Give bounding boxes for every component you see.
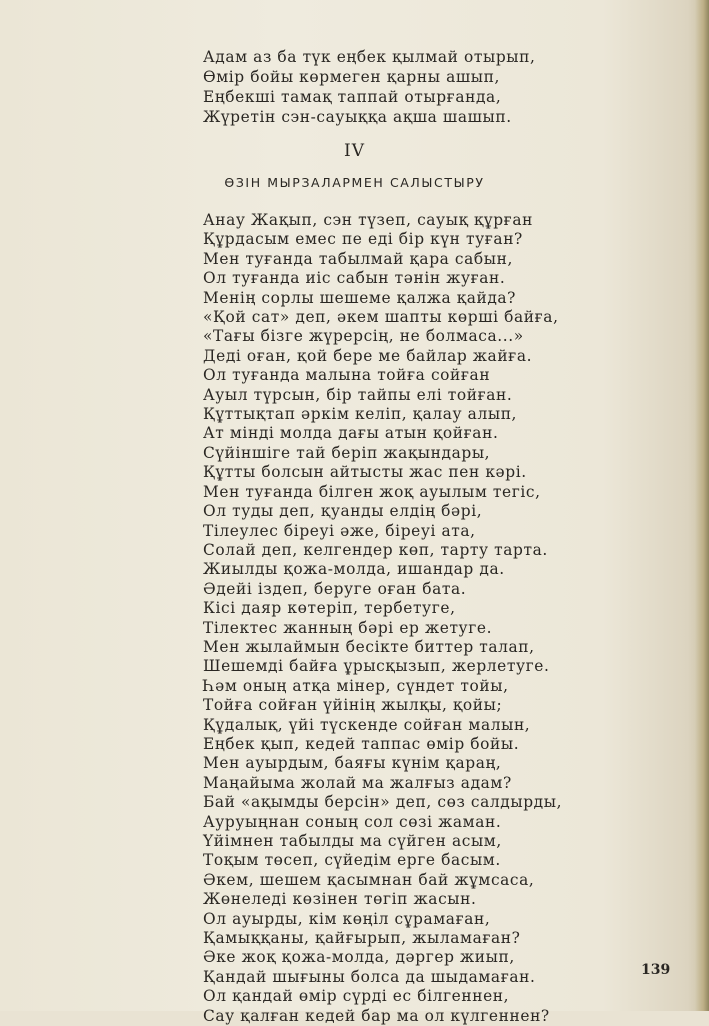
verse-line: Ат мінді молда дағы атын қойған. — [203, 424, 499, 443]
verse-line: Әдейі іздеп, беруге оған бата. — [203, 579, 467, 598]
verse-line: Кісі даяр көтеріп, тербетуге, — [203, 599, 456, 618]
previous-stanza — [203, 47, 643, 127]
verse-line: Мен жылаймын бесікте биттер талап, — [203, 637, 535, 656]
verse-line: Деді оған, қой бере ме байлар жайға. — [203, 346, 533, 365]
verse-line: Жүретін сэн-сауыққа ақша шашып. — [203, 108, 512, 126]
verse-line: Сүйіншіге тай беріп жақындары, — [203, 443, 491, 462]
verse-line: Әке жоқ қожа-молда, дәргер жиып, — [203, 948, 515, 967]
verse-line: Анау Жақып, сэн түзеп, сауық құрған — [203, 211, 533, 229]
verse-line: Ол қандай өмір сүрді ес білгеннен, — [203, 987, 510, 1006]
verse-line: «Қой сат» деп, әкем шапты көрші байға, — [203, 308, 559, 327]
verse-line: Ол туғанда иіс сабын тәнін жуған. — [203, 269, 506, 288]
verse-line: Адам аз ба түк еңбек қылмай отырып, — [203, 48, 536, 66]
poem-title: ӨЗІН МЫРЗАЛАРМЕН САЛЫСТЫРУ — [224, 175, 485, 190]
verse-line: Сау қалған кедей бар ма ол күлгеннен? — [203, 1006, 550, 1025]
verse-line: Тойға сойған үйінің жылқы, қойы; — [203, 696, 503, 715]
verse-line: Қандай шығыны болса да шыдамаған. — [203, 967, 536, 986]
verse-line: Солай деп, келгендер көп, тарту тарта. — [203, 540, 548, 559]
verse-line: Тоқым төсеп, сүйедім ерге басым. — [203, 851, 501, 870]
verse-line: Маңайыма жолай ма жалғыз адам? — [203, 773, 512, 792]
verse-line: Ол туғанда малына тойға сойған — [203, 366, 491, 385]
verse-line: Құтты болсын айтысты жас пен кәрі. — [203, 463, 527, 482]
verse-line: Қамыққаны, қайғырып, жыламаған? — [203, 929, 521, 948]
verse-line: Тілектес жанның бәрі ер жетуге. — [203, 618, 493, 637]
verse-line: Бай «ақымды берсін» деп, сөз салдырды, — [203, 793, 563, 812]
verse-line: Ауруыңнан соның сол сөзі жаман. — [203, 812, 502, 831]
verse-line: Мен туғанда білген жоқ ауылым тегіс, — [203, 482, 541, 501]
verse-line: Ауыл түрсын, бір тайпы елі тойған. — [203, 385, 513, 404]
verse-line: Һәм оның атқа мінер, сүндет тойы, — [203, 676, 509, 695]
verse-line: Еңбекші тамақ таппай отырғанда, — [203, 88, 502, 106]
verse-line: Мен туғанда табылмай қара сабын, — [203, 249, 513, 268]
section-number: IV — [344, 141, 365, 161]
verse-line: Мен ауырдым, баяғы күнім қараң, — [203, 754, 502, 773]
verse-line: Құттықтап әркім келіп, қалау алып, — [203, 405, 518, 424]
poem-body — [203, 211, 643, 1026]
verse-line: Әкем, шешем қасымнан бай жұмсаса, — [203, 870, 535, 889]
verse-line: Еңбек қып, кедей таппас өмір бойы. — [203, 734, 520, 753]
verse-line: Ол туды деп, қуанды елдің бәрі, — [203, 502, 483, 521]
verse-line: Үйімнен табылды ма сүйген асым, — [203, 832, 502, 850]
verse-line: Құдалық, үйі түскенде сойған малын, — [203, 715, 531, 734]
verse-line: Құрдасым емес пе еді бір күн туған? — [203, 230, 523, 249]
verse-line: Менің сорлы шешеме қалжа қайда? — [203, 288, 517, 307]
verse-line: Тілеулес біреуі әже, біреуі ата, — [203, 521, 476, 540]
page-number: 139 — [641, 962, 671, 978]
verse-line: Шешемді байға ұрысқызып, жерлетуге. — [203, 657, 550, 676]
verse-line: Ол ауырды, кім көңіл сұрамаған, — [203, 909, 491, 928]
verse-line: Жөнеледі көзінен төгіп жасын. — [203, 890, 477, 909]
verse-line: Жиылды қожа-молда, ишандар да. — [203, 560, 505, 579]
verse-line: «Тағы бізге жүрерсің, не болмаса...» — [203, 327, 524, 346]
verse-line: Өмір бойы көрмеген қарны ашып, — [203, 68, 500, 86]
